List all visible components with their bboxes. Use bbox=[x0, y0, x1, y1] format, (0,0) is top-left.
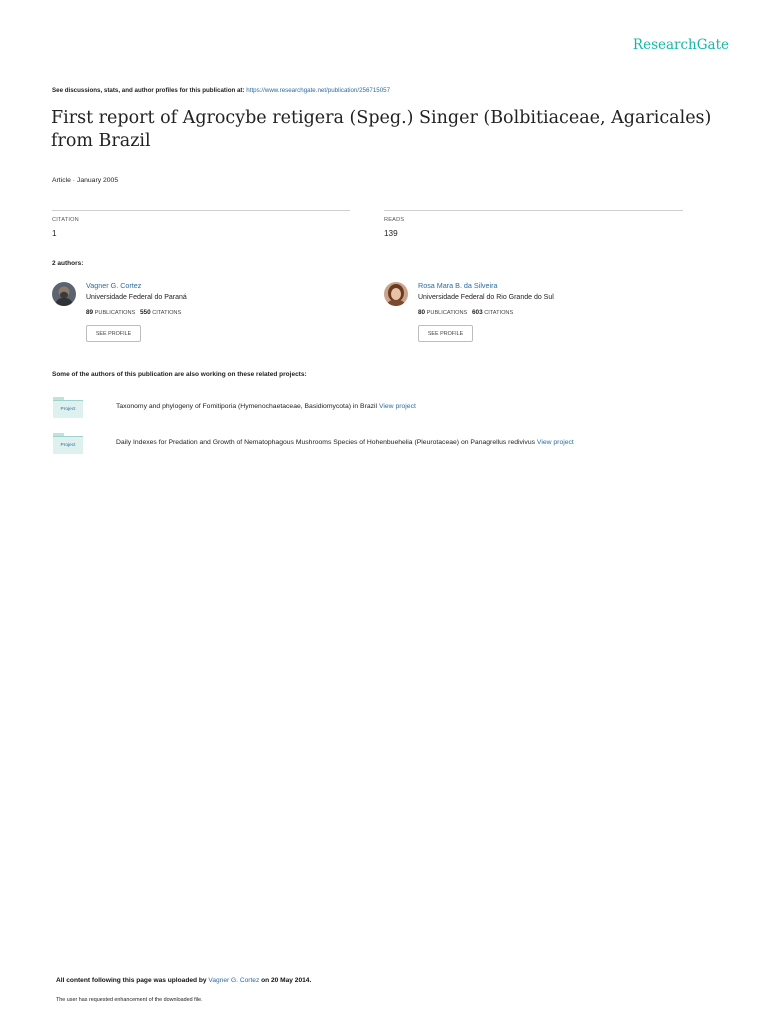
authors-heading: 2 authors: bbox=[52, 260, 84, 267]
discussion-line bbox=[52, 87, 390, 94]
project-item bbox=[116, 403, 416, 410]
citations-count: 550 bbox=[139, 309, 151, 316]
reads-count: 139 bbox=[384, 229, 398, 238]
author-stats bbox=[418, 309, 513, 316]
citations-label: CITATIONS bbox=[484, 310, 514, 316]
author-avatar[interactable] bbox=[384, 282, 408, 306]
citations-count: 603 bbox=[471, 309, 483, 316]
upload-date: on 20 May 2014. bbox=[261, 977, 312, 984]
project-item bbox=[116, 439, 574, 446]
upload-note bbox=[56, 977, 311, 984]
uploader-link[interactable]: Vagner G. Cortez bbox=[208, 977, 260, 984]
upload-prefix: All content following this page was uploaded by bbox=[56, 977, 207, 984]
discussion-text: See discussions, stats, and author profiles for this publication at: bbox=[52, 87, 245, 94]
reads-label: READS bbox=[384, 217, 405, 223]
paper-title: First report of Agrocybe retigera (Speg.) Singer (Bolbitiaceae, Agaricales) from Brazil bbox=[51, 108, 712, 151]
author-stats bbox=[86, 309, 181, 316]
view-project-link[interactable]: View project bbox=[536, 439, 574, 446]
publications-label: PUBLICATIONS bbox=[94, 310, 136, 316]
project-icon-label: Project bbox=[53, 436, 83, 454]
publications-count: 89 bbox=[86, 309, 94, 316]
project-folder-icon[interactable] bbox=[53, 397, 83, 417]
see-profile-button[interactable]: SEE PROFILE bbox=[418, 325, 473, 342]
author-name-link[interactable]: Rosa Mara B. da Silveira bbox=[418, 281, 498, 290]
enhancement-note: The user has requested enhancement of the downloaded file. bbox=[56, 997, 203, 1003]
author-institution: Universidade Federal do Rio Grande do Sul bbox=[418, 294, 554, 301]
citation-count: 1 bbox=[52, 229, 57, 238]
article-meta: Article · January 2005 bbox=[52, 177, 119, 184]
project-icon-label: Project bbox=[53, 400, 83, 418]
author-institution: Universidade Federal do Paraná bbox=[86, 294, 187, 301]
related-projects-heading: Some of the authors of this publication are also working on these related projects: bbox=[52, 371, 307, 378]
publications-label: PUBLICATIONS bbox=[426, 310, 468, 316]
view-project-link[interactable]: View project bbox=[378, 403, 416, 410]
publications-count: 80 bbox=[418, 309, 426, 316]
citation-label: CITATION bbox=[52, 217, 79, 223]
citation-divider bbox=[52, 210, 350, 211]
see-profile-button[interactable]: SEE PROFILE bbox=[86, 325, 141, 342]
publication-url-link[interactable]: https://www.researchgate.net/publication/256715057 bbox=[246, 87, 391, 94]
project-title: Taxonomy and phylogeny of Fomitiporia (Hymenochaetaceae, Basidiomycota) in Brazil bbox=[116, 403, 378, 410]
author-avatar[interactable] bbox=[52, 282, 76, 306]
reads-divider bbox=[384, 210, 683, 211]
citations-label: CITATIONS bbox=[152, 310, 182, 316]
author-name-link[interactable]: Vagner G. Cortez bbox=[86, 281, 142, 290]
project-folder-icon[interactable] bbox=[53, 433, 83, 453]
researchgate-logo[interactable]: ResearchGate bbox=[632, 37, 729, 53]
project-title: Daily Indexes for Predation and Growth of Nematophagous Mushrooms Species of Hohenbuehelia (Pleurotaceae) on Panagrellus redivivus bbox=[116, 439, 536, 446]
